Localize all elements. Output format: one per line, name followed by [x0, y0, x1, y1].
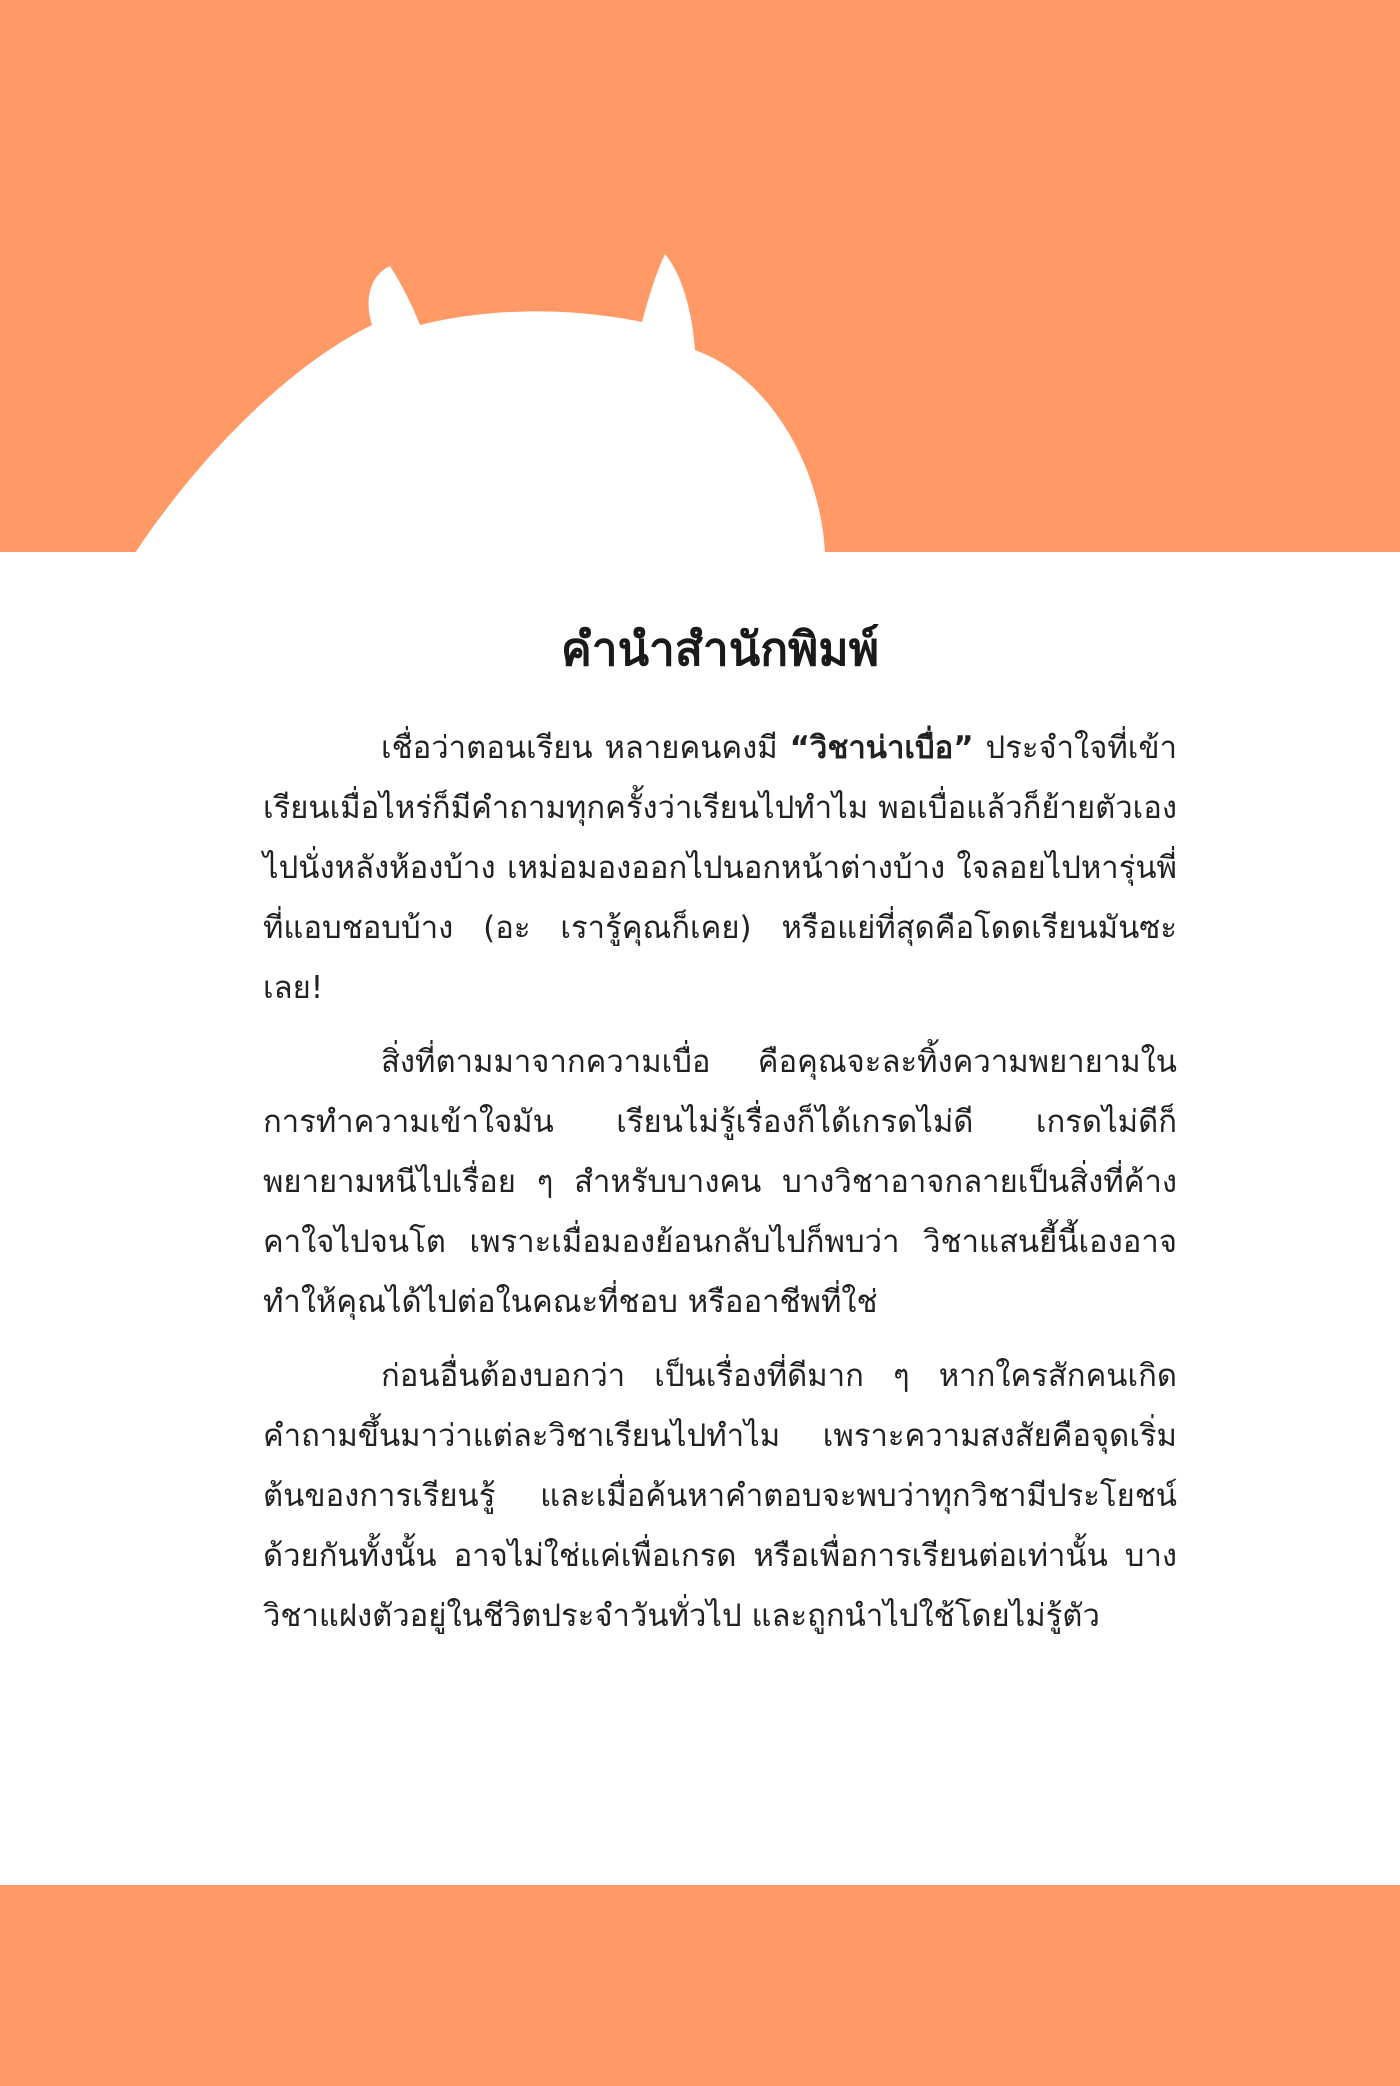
header-band [0, 0, 1400, 552]
paragraph-1-lead: เชื่อว่าตอนเรียน หลายคนคงมี [381, 729, 790, 766]
preface-paragraph-1 [263, 718, 1177, 1018]
cat-silhouette-illustration [0, 0, 1400, 552]
paragraph-1-rest: ประจำใจที่เข้าเรียนเมื่อไหร่ก็มีคำถามทุกครั้งว่าเรียนไปทำไม พอเบื่อแล้วก็ย้ายตัวเองไปนั่งหลังห้องบ้าง เหม่อมองออกไปนอกหน้าต่างบ้าง ใจลอยไปหารุ่นพี่ที่แอบชอบบ้าง (อะ เรารู้คุณก็เคย) หรือแย่ที่สุดคือโดดเรียนมันซะเลย! [263, 729, 1177, 1006]
boring-subject-emphasis: “วิชาน่าเบื่อ” [789, 729, 974, 766]
preface-content [263, 620, 1177, 1660]
footer-band [0, 1885, 1400, 2086]
preface-paragraph-2: สิ่งที่ตามมาจากความเบื่อ คือคุณจะละทิ้งความพยายามในการทำความเข้าใจมัน เรียนไม่รู้เรื่องก็ได้เกรดไม่ดี เกรดไม่ดีก็พยายามหนีไปเรื่อย ๆ สำหรับบางคน บางวิชาอาจกลายเป็นสิ่งที่ค้างคาใจไปจนโต เพราะเมื่อมองย้อนกลับไปก็พบว่า วิชาแสนยี้นี้เองอาจทำให้คุณได้ไปต่อในคณะที่ชอบ หรืออาชีพที่ใช่ [263, 1043, 1177, 1320]
page-title: คำนำสำนักพิมพ์ [560, 622, 880, 676]
preface-paragraph-3: ก่อนอื่นต้องบอกว่า เป็นเรื่องที่ดีมาก ๆ หากใครสักคนเกิดคำถามขึ้นมาว่าแต่ละวิชาเรียนไปทำไม เพราะความสงสัยคือจุดเริ่มต้นของการเรียนรู้ และเมื่อค้นหาคำตอบจะพบว่าทุกวิชามีประโยชน์ด้วยกันทั้งนั้น อาจไม่ใช่แค่เพื่อเกรด หรือเพื่อการเรียนต่อเท่านั้น บางวิชาแฝงตัวอยู่ในชีวิตประจำวันทั่วไป และถูกนำไปใช้โดยไม่รู้ตัว [263, 1357, 1177, 1634]
